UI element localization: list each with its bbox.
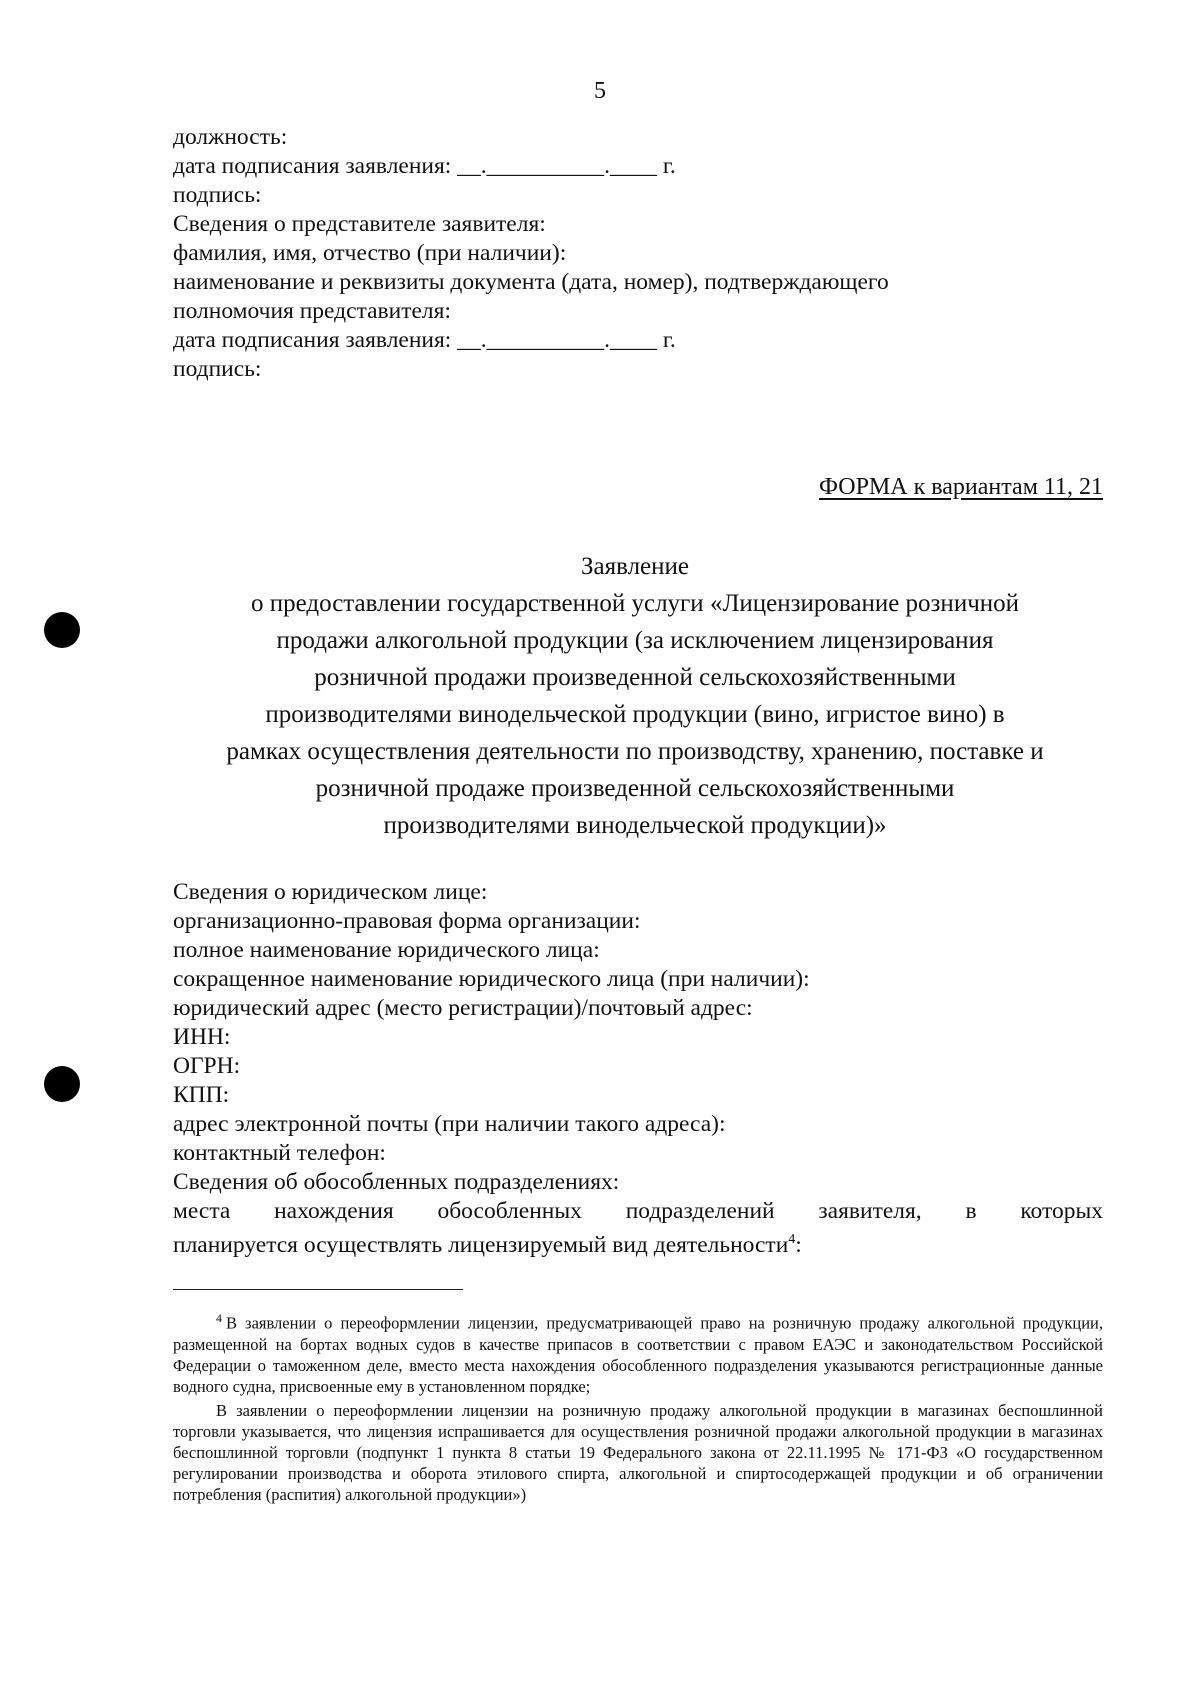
footnote-divider: [173, 1289, 463, 1290]
footnote-paragraph: [173, 1308, 1103, 1397]
footnote-mark: 4: [216, 1311, 222, 1325]
word: которых: [1020, 1198, 1103, 1224]
footnote-reference[interactable]: 4: [788, 1232, 796, 1247]
title-line: о предоставлении государственной услуги «Лицензирование розничной: [250, 590, 1020, 617]
word: места: [173, 1198, 231, 1224]
punch-hole: [44, 612, 80, 648]
representative-signature-field: подпись:: [173, 356, 262, 382]
email-field: адрес электронной почты (при наличии такого адреса):: [173, 1111, 726, 1137]
colon: :: [795, 1231, 802, 1258]
footnote-text: В заявлении о переоформлении лицензии на розничную продажу алкогольной продукции в магазинах беспошлинной торговли указывается, что лицензия испрашивается для осуществления розничной продажи алкогольной продукции в магазинах беспошлинной торговли (подпункт 1 пункта 8 статьи 19 Федерального закона от 22.11.1995 № 171-ФЗ «О государственном регулировании производства и оборота этилового спирта, алкогольной и спиртосодержащей продукции и об ограничении потребления (распития) алкогольной продукции»): [173, 1400, 1103, 1504]
representative-authority-field: полномочия представителя:: [173, 298, 451, 324]
representative-name-field: фамилия, имя, отчество (при наличии):: [173, 240, 567, 266]
title-word: Заявление: [580, 553, 690, 580]
org-form-field: организационно-правовая форма организации:: [173, 908, 641, 934]
full-name-field: полное наименование юридического лица:: [173, 937, 600, 963]
word: заявителя,: [818, 1198, 922, 1224]
form-label: ФОРМА к вариантам 11, 21: [818, 474, 1103, 500]
representative-heading: Сведения о представителе заявителя:: [173, 211, 546, 237]
activity-text: планируется осуществлять лицензируемый вид деятельности: [173, 1231, 789, 1258]
word: нахождения: [274, 1198, 394, 1224]
branches-activity-line: [173, 1226, 802, 1259]
kpp-field: КПП:: [173, 1082, 230, 1108]
word: обособленных: [437, 1198, 582, 1224]
punch-hole: [44, 1066, 80, 1102]
application-title: [160, 548, 1110, 844]
branches-locations-line: [173, 1197, 1103, 1225]
title-line: рамках осуществления деятельности по производству, хранению, поставке и: [226, 738, 1044, 765]
word: в: [965, 1198, 977, 1224]
short-name-field: сокращенное наименование юридического лица (при наличии):: [173, 966, 810, 992]
legal-entity-heading: Сведения о юридическом лице:: [173, 879, 488, 905]
representative-document-field: наименование и реквизиты документа (дата, номер), подтверждающего: [173, 269, 889, 295]
address-field: юридический адрес (место регистрации)/почтовый адрес:: [173, 995, 753, 1021]
inn-field: ИНН:: [173, 1024, 231, 1050]
signature-field: подпись:: [173, 182, 262, 208]
word: подразделений: [625, 1198, 775, 1224]
ogrn-field: ОГРН:: [173, 1053, 241, 1079]
title-line: продажи алкогольной продукции (за исключением лицензирования: [276, 627, 994, 654]
title-line: производителями винодельческой продукции (вино, игристое вино) в: [265, 701, 1005, 728]
branches-heading: Сведения об обособленных подразделениях:: [173, 1169, 620, 1195]
title-line: розничной продажи произведенной сельскохозяйственными: [314, 664, 956, 691]
representative-signing-date-field: дата подписания заявления: __.__________.____ г.: [173, 327, 676, 353]
footnote-paragraph: [173, 1400, 1103, 1505]
footnote-text: В заявлении о переоформлении лицензии, предусматривающей право на розничную продажу алкогольной продукции, размещенной на бортах водных судов в качестве припасов в соответствии с правом ЕАЭС и законодательством Российской Федерации о таможенном деле, вместо места нахождения обособленного подразделения указываются регистрационные данные водного судна, присвоенные ему в установленном порядке;: [173, 1313, 1103, 1396]
title-line: производителями винодельческой продукции)»: [383, 812, 887, 839]
footnote: [173, 1308, 1103, 1505]
page-number: 5: [594, 78, 606, 104]
title-line: розничной продаже произведенной сельскохозяйственными: [315, 775, 955, 802]
signing-date-field: дата подписания заявления: __.__________.____ г.: [173, 153, 676, 179]
phone-field: контактный телефон:: [173, 1140, 386, 1166]
position-field: должность:: [173, 124, 288, 150]
